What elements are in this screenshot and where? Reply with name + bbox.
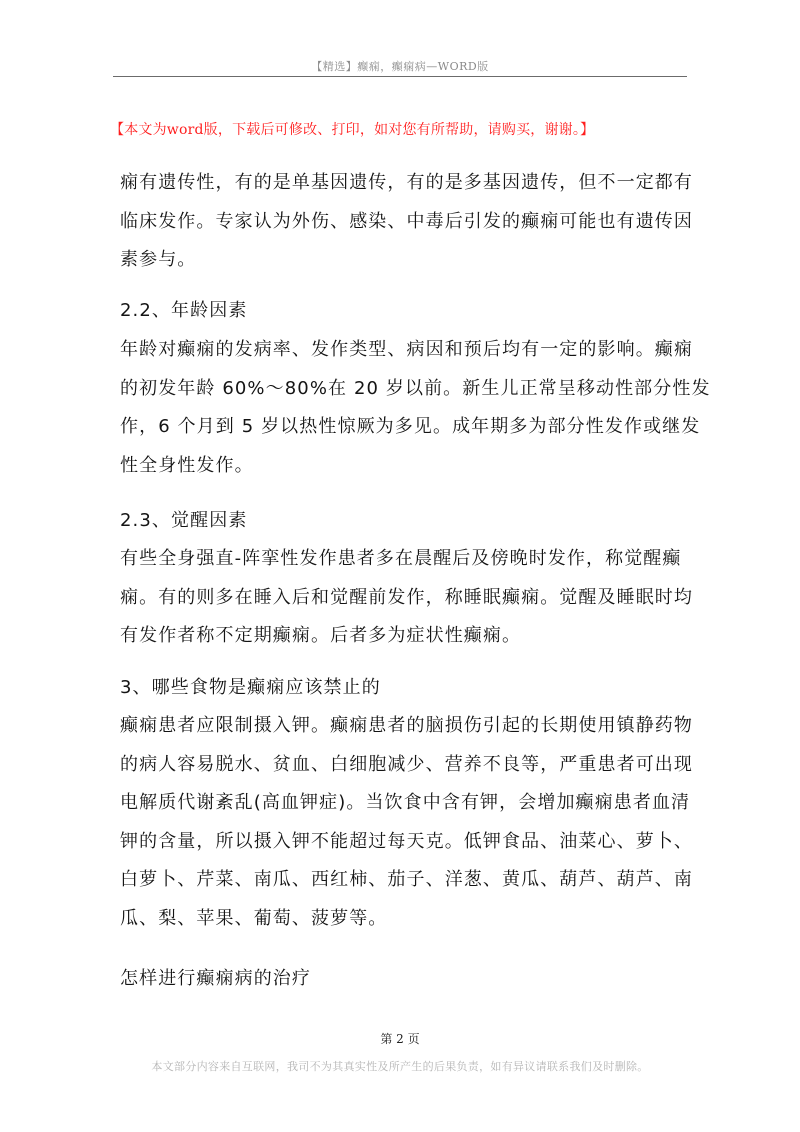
section-heading-awakening: 2.3、觉醒因素 xyxy=(120,510,248,531)
header-divider xyxy=(113,76,687,77)
page-header-title: 【精选】癫痫，癫痫病—WORD版 xyxy=(311,60,489,73)
paragraph-line: 有发作者称不定期癫痫。后者多为症状性癫痫。 xyxy=(120,625,522,646)
section-heading-foods: 3、哪些食物是癫痫应该禁止的 xyxy=(120,677,381,698)
paragraph-line: 痫有遗传性，有的是单基因遗传，有的是多基因遗传，但不一定都有 xyxy=(120,172,693,193)
section-heading-treatment: 怎样进行癫痫病的治疗 xyxy=(120,968,311,989)
paragraph-line: 瓜、梨、苹果、葡萄、菠萝等。 xyxy=(120,907,388,929)
paragraph-line: 年龄对癫痫的发病率、发作类型、病因和预后均有一定的影响。癫痫 xyxy=(120,339,693,360)
paragraph-line: 临床发作。专家认为外伤、感染、中毒后引发的癫痫可能也有遗传因 xyxy=(120,210,693,232)
paragraph-line: 钾的含量，所以摄入钾不能超过每天克。低钾食品、油菜心、萝卜、 xyxy=(120,830,693,852)
footer-disclaimer: 本文部分内容来自互联网，我司不为其真实性及所产生的后果负责，如有异议请联系我们及时删除。 xyxy=(151,1060,649,1073)
paragraph-awakening xyxy=(120,540,693,656)
paragraph-line: 痫。有的则多在睡入后和觉醒前发作，称睡眠癫痫。觉醒及睡眠时均 xyxy=(120,586,693,608)
paragraph-age xyxy=(120,331,711,485)
paragraph-line: 作，6 个月到 5 岁以热性惊厥为多见。成年期多为部分性发作或继发 xyxy=(120,416,701,437)
paragraph-line: 的病人容易脱水、贫血、白细胞减少、营养不良等，严重患者可出现 xyxy=(120,753,693,775)
paragraph-line: 性全身性发作。 xyxy=(120,454,254,476)
download-notice: 【本文为word版，下载后可修改、打印，如对您有所帮助，请购买，谢谢。】 xyxy=(110,122,595,138)
paragraph-line: 有些全身强直-阵挛性发作患者多在晨醒后及傍晚时发作，称觉醒癫 xyxy=(120,548,682,569)
paragraph-line: 电解质代谢紊乱(高血钾症)。当饮食中含有钾，会增加癫痫患者血清 xyxy=(120,792,691,813)
paragraph-line: 的初发年龄 60%～80%在 20 岁以前。新生儿正常呈移动性部分性发 xyxy=(120,377,711,399)
paragraph-genetic xyxy=(120,164,693,280)
page-number: 第 2 页 xyxy=(380,1032,420,1046)
paragraph-line: 癫痫患者应限制摄入钾。癫痫患者的脑损伤引起的长期使用镇静药物 xyxy=(120,715,693,736)
section-heading-age: 2.2、年龄因素 xyxy=(120,300,248,321)
paragraph-line: 白萝卜、芹菜、南瓜、西红柿、茄子、洋葱、黄瓜、葫芦、葫芦、南 xyxy=(120,869,693,890)
paragraph-line: 素参与。 xyxy=(120,249,197,270)
paragraph-foods xyxy=(120,707,693,938)
